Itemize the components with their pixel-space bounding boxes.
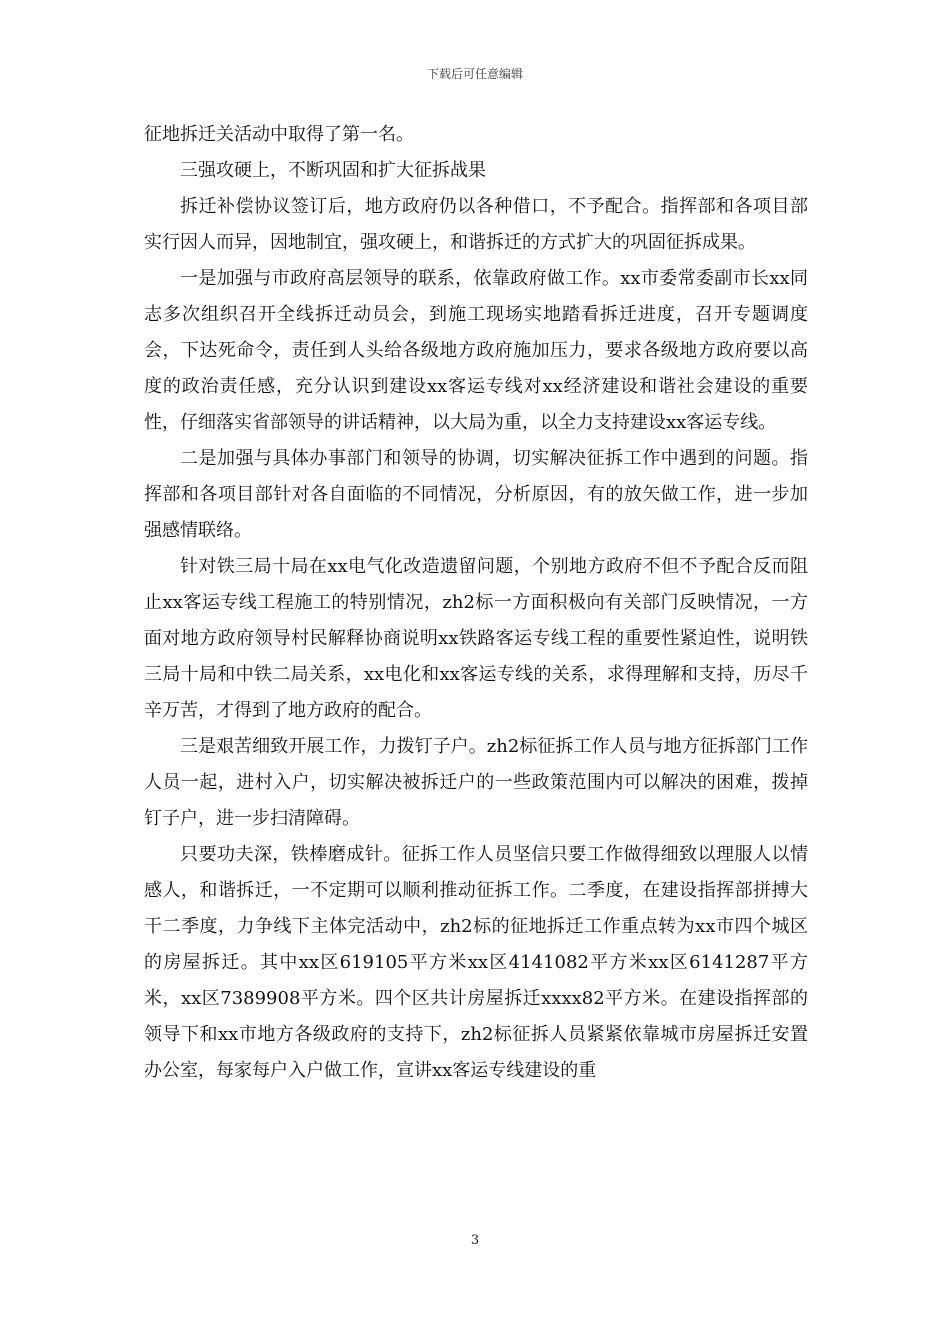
paragraph: 三是艰苦细致开展工作，力拨钉子户。zh2标征拆工作人员与地方征拆部门工作人员一起，进村入户，切实解决被拆迁户的一些政策范围内可以解决的困难，拨掉钉子户，进一步扫清障碍。 [144,736,808,829]
paragraph-continuation: 征地拆迁关活动中取得了第一名。 [144,124,414,145]
paragraph: 只要功夫深，铁棒磨成针。征拆工作人员坚信只要工作做得细致以理服人以情感人，和谐拆迁，一不定期可以顺利推动征拆工作。二季度，在建设指挥部拼搏大干二季度，力争线下主体完活动中，zh2标的征地拆迁工作重点转为xx市四个城区的房屋拆迁。其中xx区619105平方米xx区4141082平方米xx区6141287平方米，xx区7389908平方米。四个区共计房屋拆迁xxxx82平方米。在建设指挥部的领导下和xx市地方各级政府的支持下，zh2标征拆人员紧紧依靠城市房屋拆迁安置办公室，每家每户入户做工作，宣讲xx客运专线建设的重 [144,844,808,1081]
paragraph: 一是加强与市政府高层领导的联系，依靠政府做工作。xx市委常委副市长xx同志多次组织召开全线拆迁动员会，到施工现场实地踏看拆迁进度，召开专题调度会，下达死命令，责任到人头给各级地方政府施加压力，要求各级地方政府要以高度的政治责任感，充分认识到建设xx客运专线对xx经济建设和谐社会建设的重要性，仔细落实省部领导的讲话精神，以大局为重，以全力支持建设xx客运专线。 [144,268,808,433]
paragraph: 针对铁三局十局在xx电气化改造遗留问题，个别地方政府不但不予配合反而阻止xx客运专线工程施工的特别情况，zh2标一方面积极向有关部门反映情况，一方面对地方政府领导村民解释协商说明xx铁路客运专线工程的重要性紧迫性，说明铁三局十局和中铁二局关系，xx电化和xx客运专线的关系，求得理解和支持，历尽千辛万苦，才得到了地方政府的配合。 [144,556,808,721]
page-header: 下载后可任意编辑 [426,67,523,81]
paragraph: 拆迁补偿协议签订后，地方政府仍以各种借口，不予配合。指挥部和各项目部实行因人而异，因地制宜，强攻硬上，和谐拆迁的方式扩大的巩固征拆成果。 [144,196,808,253]
paragraph-heading-three: 三强攻硬上，不断巩固和扩大征拆战果 [180,160,486,181]
page-number: 3 [470,1233,480,1248]
document-body [144,117,808,1089]
paragraph: 二是加强与具体办事部门和领导的协调，切实解决征拆工作中遇到的问题。指挥部和各项目部针对各自面临的不同情况，分析原因，有的放矢做工作，进一步加强感情联络。 [144,448,808,541]
